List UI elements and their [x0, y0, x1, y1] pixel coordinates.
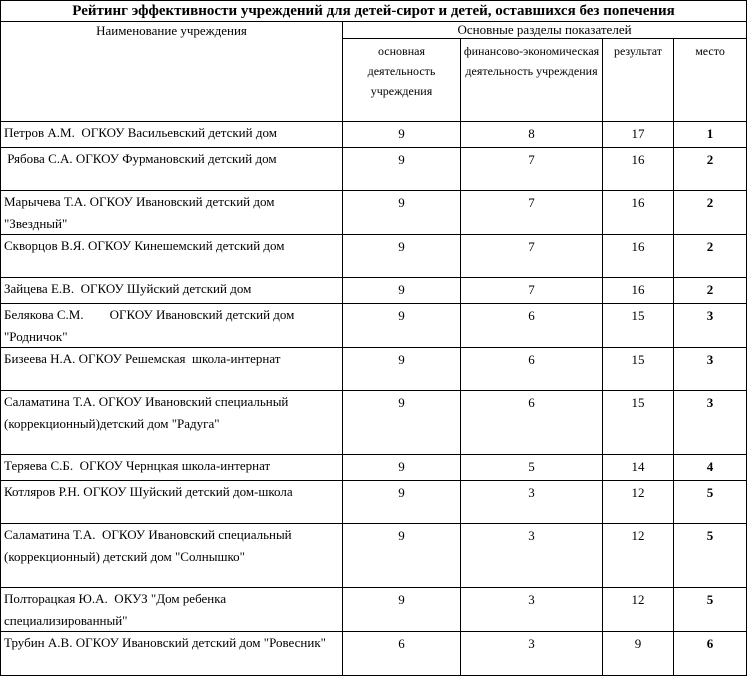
result-score: 15: [603, 348, 674, 391]
result-score: 12: [603, 481, 674, 524]
header-name: Наименование учреждения: [1, 22, 343, 122]
place-value: 3: [674, 391, 747, 455]
financial-activity-score: 5: [461, 455, 603, 481]
institution-name: Петров А.М. ОГКОУ Васильевский детский дом: [1, 122, 343, 148]
header-row-1: [1, 22, 747, 39]
result-score: 16: [603, 235, 674, 278]
place-value: 5: [674, 524, 747, 588]
table-row: [1, 235, 747, 278]
result-score: 17: [603, 122, 674, 148]
financial-activity-score: 7: [461, 191, 603, 235]
main-activity-score: 9: [343, 235, 461, 278]
place-value: 2: [674, 278, 747, 304]
table-row: [1, 632, 747, 676]
table-row: [1, 191, 747, 235]
result-score: 14: [603, 455, 674, 481]
main-activity-score: 9: [343, 148, 461, 191]
place-value: 5: [674, 588, 747, 632]
table-row: [1, 455, 747, 481]
institution-name: Белякова С.М. ОГКОУ Ивановский детский дом "Родничок": [1, 304, 343, 348]
table-row: [1, 481, 747, 524]
table-row: [1, 588, 747, 632]
institution-name: Зайцева Е.В. ОГКОУ Шуйский детский дом: [1, 278, 343, 304]
result-score: 9: [603, 632, 674, 676]
main-activity-score: 9: [343, 481, 461, 524]
main-activity-score: 9: [343, 278, 461, 304]
result-score: 16: [603, 191, 674, 235]
financial-activity-score: 6: [461, 391, 603, 455]
institution-name: Марычева Т.А. ОГКОУ Ивановский детский дом "Звездный": [1, 191, 343, 235]
main-activity-score: 9: [343, 348, 461, 391]
main-activity-score: 9: [343, 524, 461, 588]
main-activity-score: 9: [343, 304, 461, 348]
place-value: 4: [674, 455, 747, 481]
title-row: [1, 1, 747, 22]
financial-activity-score: 3: [461, 632, 603, 676]
result-score: 15: [603, 304, 674, 348]
financial-activity-score: 7: [461, 148, 603, 191]
table-row: [1, 148, 747, 191]
place-value: 2: [674, 148, 747, 191]
table-title: Рейтинг эффективности учреждений для детей-сирот и детей, оставшихся без попечения: [1, 1, 747, 22]
institution-name: Рябова С.А. ОГКОУ Фурмановский детский дом: [1, 148, 343, 191]
place-value: 6: [674, 632, 747, 676]
financial-activity-score: 6: [461, 348, 603, 391]
table-row: [1, 348, 747, 391]
header-place: место: [674, 39, 747, 122]
header-main-activity: основная деятельность учреждения: [343, 39, 461, 122]
main-activity-score: 9: [343, 588, 461, 632]
financial-activity-score: 3: [461, 481, 603, 524]
institution-name: Саламатина Т.А. ОГКОУ Ивановский специальный (коррекционный) детский дом "Солнышко": [1, 524, 343, 588]
place-value: 3: [674, 304, 747, 348]
institution-name: Скворцов В.Я. ОГКОУ Кинешемский детский дом: [1, 235, 343, 278]
table-row: [1, 304, 747, 348]
institution-name: Бизеева Н.А. ОГКОУ Решемская школа-интернат: [1, 348, 343, 391]
financial-activity-score: 3: [461, 588, 603, 632]
place-value: 2: [674, 235, 747, 278]
main-activity-score: 9: [343, 455, 461, 481]
place-value: 5: [674, 481, 747, 524]
main-activity-score: 9: [343, 191, 461, 235]
institution-name: Котляров Р.Н. ОГКОУ Шуйский детский дом-школа: [1, 481, 343, 524]
table-row: [1, 122, 747, 148]
place-value: 3: [674, 348, 747, 391]
financial-activity-score: 7: [461, 278, 603, 304]
result-score: 15: [603, 391, 674, 455]
table-row: [1, 524, 747, 588]
main-activity-score: 9: [343, 122, 461, 148]
institution-name: Трубин А.В. ОГКОУ Ивановский детский дом "Ровесник": [1, 632, 343, 676]
place-value: 1: [674, 122, 747, 148]
header-group: Основные разделы показателей: [343, 22, 747, 39]
header-financial-activity: финансово-экономическая деятельность учреждения: [461, 39, 603, 122]
result-score: 12: [603, 524, 674, 588]
header-result: результат: [603, 39, 674, 122]
financial-activity-score: 8: [461, 122, 603, 148]
institution-name: Полторацкая Ю.А. ОКУЗ "Дом ребенка специализированный": [1, 588, 343, 632]
table-row: [1, 278, 747, 304]
result-score: 16: [603, 148, 674, 191]
financial-activity-score: 7: [461, 235, 603, 278]
place-value: 2: [674, 191, 747, 235]
result-score: 12: [603, 588, 674, 632]
institution-name: Теряева С.Б. ОГКОУ Чернцкая школа-интернат: [1, 455, 343, 481]
table-row: [1, 391, 747, 455]
main-activity-score: 6: [343, 632, 461, 676]
financial-activity-score: 3: [461, 524, 603, 588]
main-activity-score: 9: [343, 391, 461, 455]
institution-name: Саламатина Т.А. ОГКОУ Ивановский специальный (коррекционный)детский дом "Радуга": [1, 391, 343, 455]
table-body: [1, 1, 747, 676]
result-score: 16: [603, 278, 674, 304]
financial-activity-score: 6: [461, 304, 603, 348]
